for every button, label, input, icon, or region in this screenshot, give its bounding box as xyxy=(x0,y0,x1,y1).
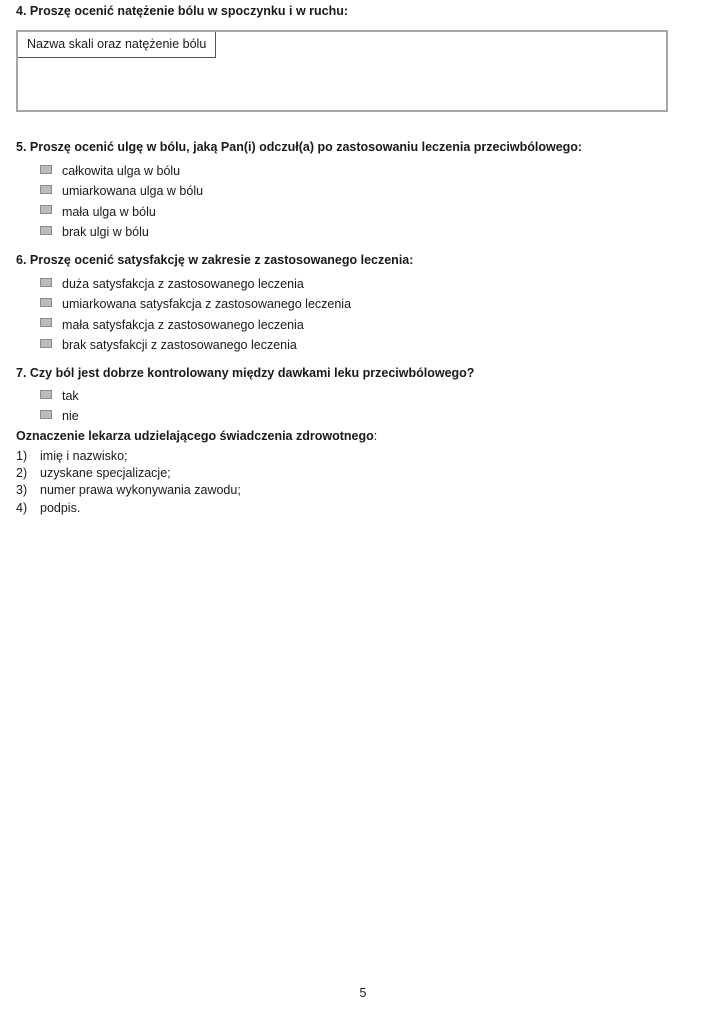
page-number: 5 xyxy=(359,986,367,1000)
option xyxy=(40,335,351,355)
list-item xyxy=(16,499,241,516)
checkbox[interactable] xyxy=(40,390,52,399)
option xyxy=(40,222,203,242)
list-text: uzyskane specjalizacje; xyxy=(40,466,171,481)
option-label: umiarkowana satysfakcja z zastosowanego leczenia xyxy=(62,297,352,312)
option-label: całkowita ulga w bólu xyxy=(62,164,181,179)
list-text: podpis. xyxy=(40,500,81,515)
list-item xyxy=(16,447,241,464)
option-label: duża satysfakcja z zastosowanego leczenia xyxy=(62,277,304,292)
option-label: brak satysfakcji z zastosowanego leczenia xyxy=(62,338,297,353)
option xyxy=(40,406,79,426)
checkbox[interactable] xyxy=(40,339,52,348)
doctor-heading-text: Oznaczenie lekarza udzielającego świadczenia zdrowotnego xyxy=(16,429,374,443)
list-number: 1) xyxy=(16,448,28,463)
option xyxy=(40,386,79,406)
doctor-heading xyxy=(16,429,377,443)
checkbox[interactable] xyxy=(40,185,52,194)
question-7-options xyxy=(40,386,79,427)
doctor-items-list xyxy=(16,447,241,517)
question-7-title: 7. Czy ból jest dobrze kontrolowany między dawkami leku przeciwbólowego? xyxy=(16,366,475,380)
list-item xyxy=(16,482,241,499)
option-label: mała ulga w bólu xyxy=(62,204,156,219)
list-text: numer prawa wykonywania zawodu; xyxy=(40,483,241,498)
checkbox[interactable] xyxy=(40,278,52,287)
checkbox[interactable] xyxy=(40,298,52,307)
pain-scale-box[interactable] xyxy=(16,30,668,112)
checkbox[interactable] xyxy=(40,318,52,327)
list-text: imię i nazwisko; xyxy=(40,448,128,463)
option xyxy=(40,274,351,294)
checkbox[interactable] xyxy=(40,226,52,235)
option xyxy=(40,181,203,201)
checkbox[interactable] xyxy=(40,205,52,214)
checkbox[interactable] xyxy=(40,410,52,419)
option-label: tak xyxy=(62,389,79,404)
pain-scale-label: Nazwa skali oraz natężenie bólu xyxy=(18,32,216,58)
checkbox[interactable] xyxy=(40,165,52,174)
list-number: 2) xyxy=(16,466,28,481)
option xyxy=(40,315,351,335)
option-label: brak ulgi w bólu xyxy=(62,225,149,240)
doctor-heading-colon: : xyxy=(373,429,378,443)
list-item xyxy=(16,464,241,481)
option-label: nie xyxy=(62,409,79,424)
option xyxy=(40,202,203,222)
question-5-options xyxy=(40,161,203,242)
list-number: 4) xyxy=(16,500,28,515)
question-6-options xyxy=(40,274,351,355)
question-4-title: 4. Proszę ocenić natężenie bólu w spoczynku i w ruchu: xyxy=(16,4,349,18)
question-5-title: 5. Proszę ocenić ulgę w bólu, jaką Pan(i) odczuł(a) po zastosowaniu leczenia przeciwbólowego: xyxy=(16,140,583,154)
list-number: 3) xyxy=(16,483,28,498)
question-6-title: 6. Proszę ocenić satysfakcję w zakresie z zastosowanego leczenia: xyxy=(16,253,414,267)
option xyxy=(40,294,351,314)
option-label: mała satysfakcja z zastosowanego leczenia xyxy=(62,317,304,332)
option xyxy=(40,161,203,181)
option-label: umiarkowana ulga w bólu xyxy=(62,184,204,199)
